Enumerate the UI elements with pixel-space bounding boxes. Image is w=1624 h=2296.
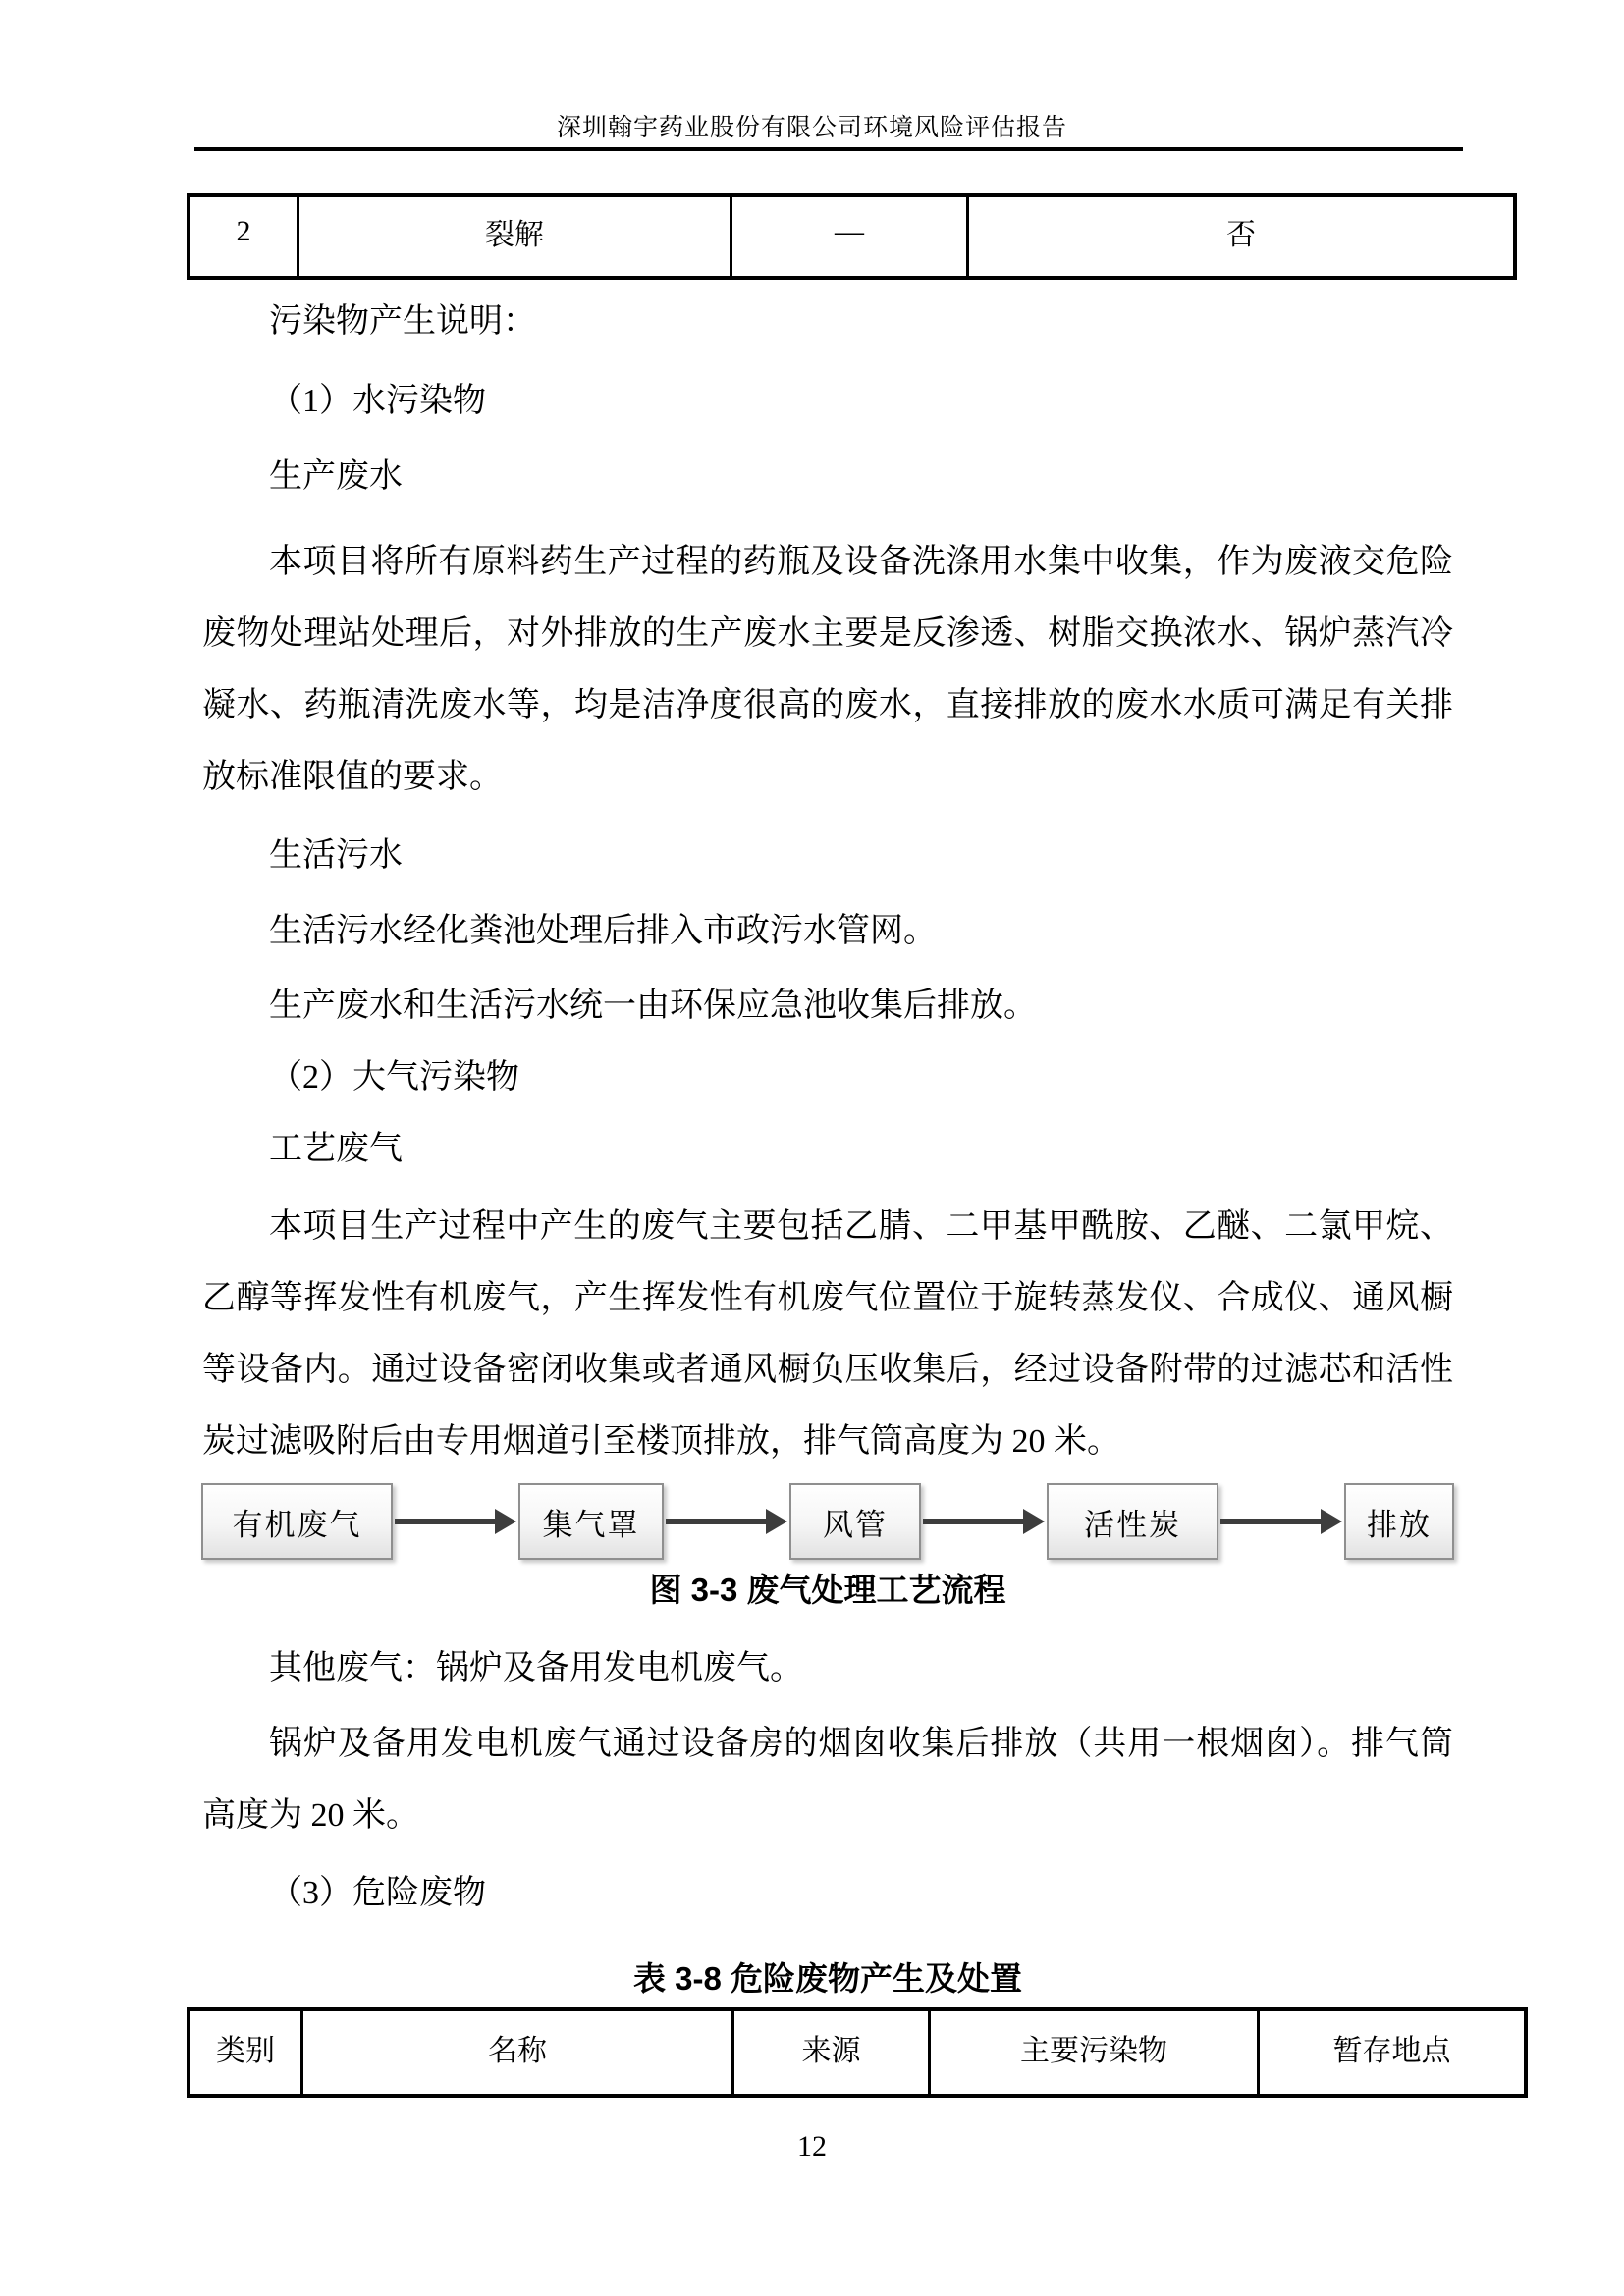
right-arrow-icon xyxy=(664,1509,789,1534)
col-header-main-pollutants: 主要污染物 xyxy=(930,2009,1259,2096)
hazardous-waste-table xyxy=(187,2007,1528,2098)
paragraph-production-wastewater: 本项目将所有原料药生产过程的药瓶及设备洗涤用水集中收集，作为废液交危险废物处理站处理后，对外排放的生产废水主要是反渗透、树脂交换浓水、锅炉蒸汽冷凝水、药瓶清洗废水等，均是洁净度很高的废水，直接排放的废水水质可满足有关排放标准限值的要求。 xyxy=(202,544,1453,795)
paragraph-boiler-generator-waste-gas: 锅炉及备用发电机废气通过设备房的烟囱收集后排放（共用一根烟囱）。排气筒高度为 20 米。 xyxy=(202,1726,1453,1834)
flow-node-label: 活性炭 xyxy=(1084,1507,1181,1542)
right-arrow-icon xyxy=(393,1509,518,1534)
paragraph-other-waste-gas: 其他废气：锅炉及备用发电机废气。 xyxy=(269,1650,803,1686)
col-header-source: 来源 xyxy=(733,2009,930,2096)
paragraph-pollutant-production-note: 污染物产生说明： xyxy=(269,303,536,340)
page-footer xyxy=(0,2130,1624,2163)
flow-node-activated-carbon xyxy=(1047,1483,1218,1560)
page-content xyxy=(187,193,1469,2098)
process-continuation-table xyxy=(187,193,1517,280)
heading-air-pollutants: （2）大气污染物 xyxy=(269,1059,519,1095)
col-header-name: 名称 xyxy=(302,2009,733,2096)
heading-water-pollutants: （1）水污染物 xyxy=(269,383,486,419)
process-dash-cell: — xyxy=(731,195,968,278)
flow-node-label: 有机废气 xyxy=(232,1507,362,1542)
flow-node-organic-waste-gas xyxy=(201,1483,393,1560)
flow-node-label: 排放 xyxy=(1367,1507,1432,1542)
flow-node-discharge xyxy=(1344,1483,1454,1560)
flow-node-air-duct xyxy=(789,1483,921,1560)
process-name-cell: 裂解 xyxy=(298,195,731,278)
figure-caption: 图 3-3 废气处理工艺流程 xyxy=(649,1572,1006,1608)
process-flag-cell: 否 xyxy=(968,195,1516,278)
heading-domestic-sewage: 生活污水 xyxy=(269,837,403,874)
table-caption: 表 3-8 危险废物产生及处置 xyxy=(632,1960,1023,1997)
right-arrow-icon xyxy=(921,1509,1047,1534)
heading-process-waste-gas: 工艺废气 xyxy=(269,1131,403,1167)
flow-node-label: 集气罩 xyxy=(542,1507,640,1542)
page-number: 12 xyxy=(797,2130,827,2163)
header-rule xyxy=(194,147,1463,151)
paragraph-domestic-sewage: 生活污水经化粪池处理后排入市政污水管网。 xyxy=(269,913,937,949)
table-header-row xyxy=(189,2009,1526,2096)
paragraph-process-waste-gas: 本项目生产过程中产生的废气主要包括乙腈、二甲基甲酰胺、乙醚、二氯甲烷、乙醇等挥发性有机废气，产生挥发性有机废气位置位于旋转蒸发仪、合成仪、通风橱等设备内。通过设备密闭收集或者通风橱负压收集后，经过设备附带的过滤芯和活性炭过滤吸附后由专用烟道引至楼顶排放，排气筒高度为 20 米。 xyxy=(202,1208,1453,1460)
right-arrow-icon xyxy=(1218,1509,1344,1534)
waste-gas-flow-diagram xyxy=(201,1483,1454,1560)
col-header-storage-site: 暂存地点 xyxy=(1259,2009,1527,2096)
table-row xyxy=(189,195,1515,278)
header-title: 深圳翰宇药业股份有限公司环境风险评估报告 xyxy=(556,115,1067,141)
paragraph-combined-discharge: 生产废水和生活污水统一由环保应急池收集后排放。 xyxy=(269,988,1037,1024)
heading-hazardous-waste: （3）危险废物 xyxy=(269,1875,486,1911)
heading-production-wastewater: 生产废水 xyxy=(269,458,403,495)
flow-node-gas-collecting-hood xyxy=(518,1483,664,1560)
process-no-cell: 2 xyxy=(189,195,298,278)
flow-node-label: 风管 xyxy=(823,1507,888,1542)
col-header-category: 类别 xyxy=(189,2009,302,2096)
